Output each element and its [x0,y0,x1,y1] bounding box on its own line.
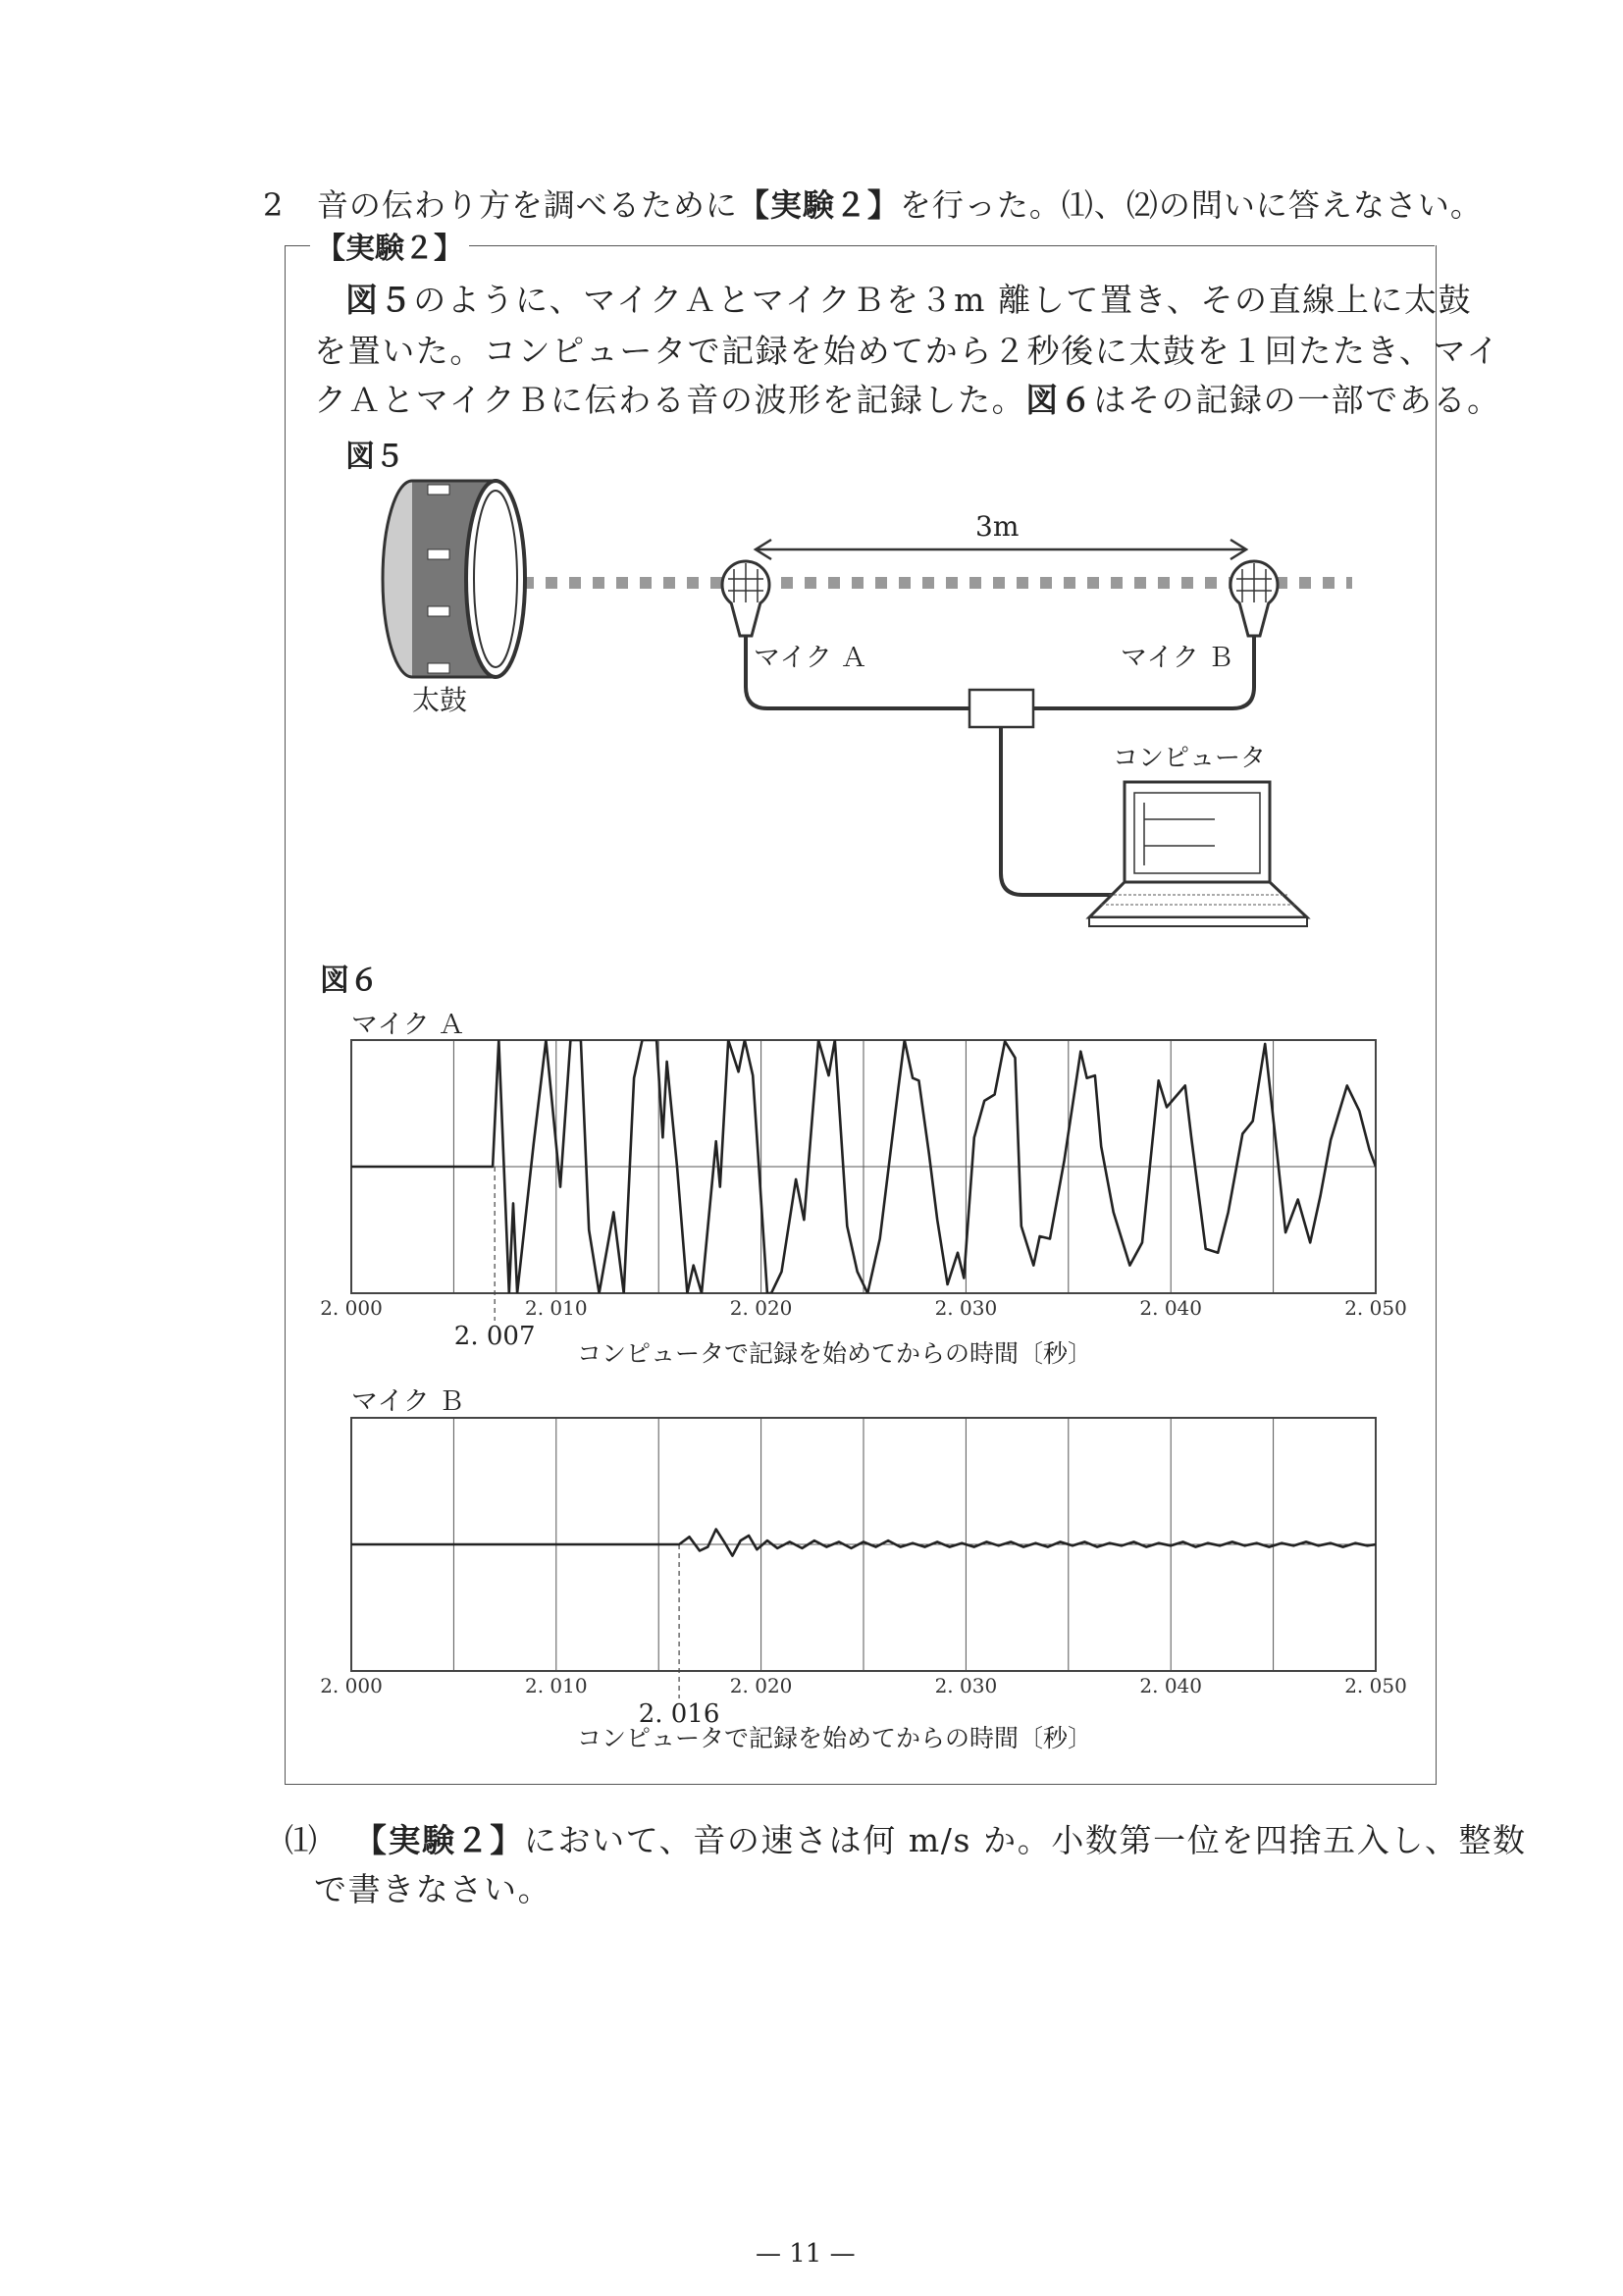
distance-arrow [756,540,1246,559]
x-tick-label: 2. 050 [1344,1296,1407,1320]
experiment-line-3: クＡとマイクＢに伝わる音の波形を記録した。図６はその記録の一部である。 [314,381,1501,419]
experiment-label: 【実験２】 [310,224,469,267]
x-tick-label: 2. 050 [1344,1674,1407,1697]
figure6-title: 図６ [320,964,379,998]
chart-b-title: マイク Ｂ [351,1386,465,1417]
question-heading: 2 音の伝わり方を調べるために【実験２】を行った。⑴、⑵の問いに答えなさい。 [263,186,1483,224]
x-tick-label: 2. 040 [1139,1674,1203,1697]
x-tick-label: 2. 040 [1139,1296,1203,1320]
chart-a-title: マイク Ａ [351,1010,465,1040]
mic-b-icon [1230,561,1278,636]
x-tick-label: 2. 010 [524,1674,588,1697]
computer-label: コンピュータ [1113,744,1267,773]
distance-label: 3m [975,510,1020,543]
mic-b-label: マイク Ｂ [1121,643,1234,673]
chart-a-xlabel: コンピュータで記録を始めてからの時間〔秒〕 [577,1339,1093,1368]
computer-cable [1001,727,1119,895]
onset-annotation-label: 2. 007 [453,1322,536,1351]
chart-mic-a [294,1020,1423,1383]
drum-label: 太鼓 [412,684,468,716]
x-tick-label: 2. 000 [320,1296,383,1320]
page-number: — 11 — [756,2239,856,2269]
chart-b-xlabel: コンピュータで記録を始めてからの時間〔秒〕 [577,1724,1093,1752]
experiment-line-1: 図５のように、マイクＡとマイクＢを３m 離して置き、その直線上に太鼓 [345,281,1473,319]
laptop-icon [1089,782,1307,926]
drum-icon [383,481,525,677]
sub-question-line-1: ⑴ 【実験２】において、音の速さは何 m/s か。小数第一位を四捨五入し、整数 [285,1821,1527,1859]
figure5-diagram [0,0,1623,962]
experiment-line-2: を置いた。コンピュータで記録を始めてから２秒後に太鼓を１回たたき、マイ [314,332,1501,370]
sub-question-line-2: で書きなさい。 [314,1870,552,1908]
x-tick-label: 2. 000 [320,1674,383,1697]
question-number: 2 [263,186,285,224]
x-tick-label: 2. 030 [934,1296,998,1320]
x-tick-label: 2. 020 [729,1296,793,1320]
x-tick-label: 2. 010 [524,1296,588,1320]
figure5-title: 図５ [345,440,404,474]
mic-a-icon [722,561,769,636]
mic-a-label: マイク Ａ [754,643,867,673]
x-tick-label: 2. 020 [729,1674,793,1697]
chart-mic-b [294,1398,1423,1761]
onset-annotation-label: 2. 016 [638,1699,720,1729]
interface-box [969,690,1033,727]
x-tick-label: 2. 030 [934,1674,998,1697]
